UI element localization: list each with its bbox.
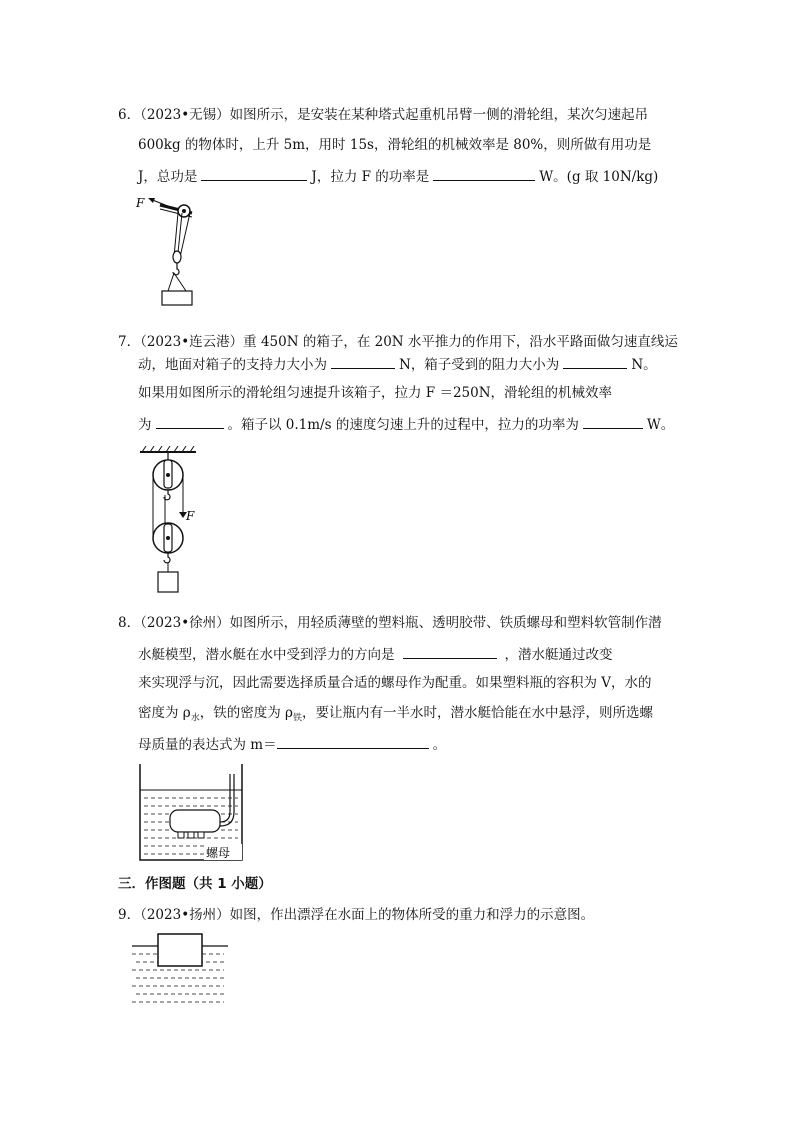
q6-pulley-figure	[134, 193, 204, 313]
q7-text: 。箱子以 0.1m/s 的速度匀速上升的过程中，拉力的功率为	[227, 417, 579, 433]
q8-text: 密度为 ρ	[138, 705, 191, 721]
q6-line-1: 6．（2023•无锡）如图所示，是安装在某种塔式起重机吊臂一侧的滑轮组，某次匀速起吊	[118, 107, 649, 123]
q6-blank-2[interactable]	[201, 166, 307, 181]
q8-blank-2[interactable]	[277, 734, 429, 749]
q7-blank-2[interactable]	[563, 354, 627, 369]
q8-submarine-figure	[138, 764, 248, 864]
q7-force-label: F	[186, 509, 195, 523]
q6-line-2: 600kg 的物体时，上升 5m，用时 15s，滑轮组的机械效率是 80%，则所做有用功是	[138, 137, 652, 153]
q6-blank-3[interactable]	[433, 166, 535, 181]
q6-text: J，拉力 F 的功率是	[311, 169, 430, 185]
q8-line-5	[138, 734, 446, 754]
q8-text: ，要让瓶内有一半水时，潜水艇恰能在水中悬浮，则所选螺	[302, 705, 653, 721]
q7-pulley-figure	[138, 446, 208, 598]
q7-text: W。	[646, 417, 675, 433]
q7-blank-3[interactable]	[156, 414, 224, 429]
q8-line-2	[138, 644, 613, 664]
q8-line-1: 8．（2023•徐州）如图所示，用轻质薄壁的塑料瓶、透明胶带、铁质螺母和塑料软管制作潜	[118, 615, 662, 631]
q8-line-4	[138, 704, 653, 728]
q7-text: 动，地面对箱子的支持力大小为	[138, 357, 327, 373]
q8-text: ，潜水艇通过改变	[504, 647, 613, 663]
q7-text: 为	[138, 417, 152, 433]
q8-blank-1[interactable]	[403, 644, 497, 659]
q8-sub-iron: 铁	[292, 713, 302, 724]
q9-floating-object-figure	[132, 930, 228, 1010]
q9-line-1: 9．（2023•扬州）如图，作出漂浮在水面上的物体所受的重力和浮力的示意图。	[118, 907, 595, 923]
q7-text: N，箱子受到的阻力大小为	[399, 357, 560, 373]
q8-text: 。	[432, 737, 447, 753]
q6-line-3	[138, 166, 658, 186]
q8-nut-label: 螺母	[206, 846, 231, 860]
q8-text: 水艇模型，潜水艇在水中受到浮力的方向是	[138, 647, 395, 663]
q6-force-label: F	[136, 196, 145, 210]
q6-text: J，总功是	[138, 169, 198, 185]
q7-blank-4[interactable]	[583, 414, 643, 429]
q6-text: W。(g 取 10N/kg)	[539, 169, 659, 185]
q7-line-2	[138, 354, 657, 374]
q8-line-3: 来实现浮与沉，因此需要选择质量合适的螺母作为配重。如果塑料瓶的容积为 V，水的	[138, 675, 652, 691]
section-title: 三．作图题（共 1 小题）	[118, 876, 272, 892]
q7-line-1: 7．（2023•连云港）重 450N 的箱子，在 20N 水平推力的作用下，沿水平路面做匀速直线运	[118, 334, 678, 350]
q7-text: N。	[631, 357, 657, 373]
q7-blank-1[interactable]	[331, 354, 395, 369]
q8-text: 母质量的表达式为 m＝	[138, 737, 277, 753]
q8-sub-water: 水	[190, 713, 200, 724]
q7-line-3: 如果用如图所示的滑轮组匀速提升该箱子，拉力 F ＝250N，滑轮组的机械效率	[138, 385, 613, 401]
q8-text: ，铁的密度为 ρ	[199, 705, 293, 721]
q7-line-4	[138, 414, 674, 434]
